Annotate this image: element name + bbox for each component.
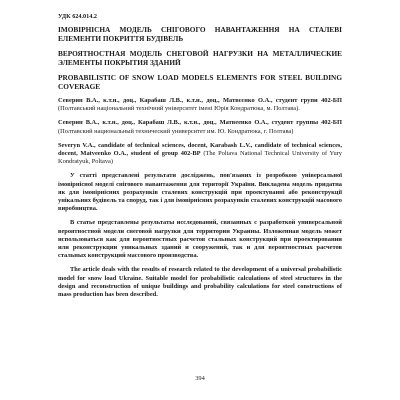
title-english: PROBABILISTIC OF SNOW LOAD MODELS ELEMENTS FOR STEEL BUILDING COVERAGE bbox=[58, 73, 342, 91]
authors-russian bbox=[58, 119, 342, 135]
author-names-english: Severyn V.A., candidate of technical sciences, docent, Karabash L.V., candidate of technical sciences, docent, Matveenko O.A., student of group 402-BP bbox=[58, 141, 342, 158]
udc-code: УДК 624.014.2 bbox=[58, 13, 97, 20]
title-russian: ВЕРОЯТНОСТНАЯ МОДЕЛЬ СНЕГОВОЙ НАГРУЗКИ НА МЕТАЛЛИЧЕСКИЕ ЭЛЕМЕНТЫ ПОКРЫТИЯ ЗДАНИЙ bbox=[58, 49, 342, 67]
abstract-russian: В статье представлены результаты исследований, связанных с разработкой универсальной вероятностной модели снеговой нагрузки для территории Украины. Изложенная модель может использоваться как для вероятностных расчетов стальных конструкций при проектировании или реконструкции уникальных зданий и сооружений, так и для вероятностных расчетов стальных конструкций массового производства. bbox=[58, 219, 342, 260]
title-ukrainian: ІМОВІРНІСНА МОДЕЛЬ СНІГОВОГО НАВАНТАЖЕННЯ НА СТАЛЕВІ ЕЛЕМЕНТИ ПОКРИТТЯ БУДІВЕЛЬ bbox=[58, 25, 342, 43]
authors-english bbox=[58, 142, 342, 167]
affiliation-ukrainian: (Полтавський національний технічний університет імені Юрія Кондратюка, м. Полтава). bbox=[58, 105, 300, 113]
page-number: 394 bbox=[195, 375, 205, 382]
author-names-russian: Северин В.А., к.т.н., доц., Карабаш Л.В., к.т.н., доц., Матвеенко О.А., студент группы 402-БП bbox=[58, 119, 342, 127]
affiliation-english: (The Poltava National Technical University of Yury Kondratyuk, Poltava) bbox=[58, 150, 342, 166]
abstract-english: The article deals with the results of research related to the development of a universal probabilistic model for snow load Ukraine. Suitable model for probabilistic calculations of steel structures in the design and reconstruction of unique buildings and probability calculations for steel constructions of mass production has been described. bbox=[58, 266, 342, 299]
author-names-ukrainian: Северин В.А., к.т.н., доц., Карабаш Л.В., к.т.н., доц., Матвєєнко О.А., студент групи 402-БП bbox=[58, 97, 342, 104]
authors-ukrainian bbox=[58, 97, 342, 113]
affiliation-russian: (Полтавский национальный технический университет им. Ю. Кондратюка, г. Полтава) bbox=[58, 127, 294, 135]
abstract-ukrainian: У статті представлені результати досліджень, пов'язаних із розробкою універсальної імовірнісної моделі снігового навантаження для території України. Викладена модель придатна як для імовірнісних розрахунків сталевих конструкцій при проектуванні або реконструкції унікальних будівель та споруд, так і для імовірнісних розрахунків сталевих конструкцій масового виробництва. bbox=[58, 172, 342, 213]
